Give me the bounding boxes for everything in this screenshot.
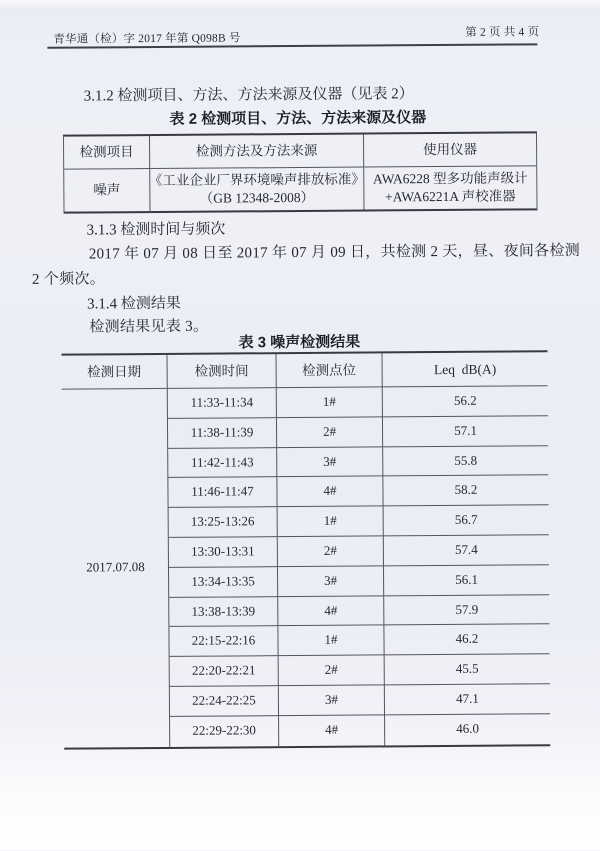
instrument-line1: AWA6228 型多功能声级计 [372,170,528,187]
doc-number: 青华通（检）字 2017 年第 Q098B 号 [53,32,241,46]
table3-point-cell: 2# [278,536,384,567]
table2-methods-instruments [63,131,538,213]
table3-time-cell: 22:15-22:16 [169,627,278,658]
table3-header-point: 检测点位 [277,353,383,388]
table3-leq-cell: 46.0 [456,720,480,737]
table3-leq-cell: 57.1 [383,416,548,447]
table3-leq-cell: 57.9 [384,595,549,626]
table3-leq-cell: 55.8 [383,446,548,477]
table3-time-cell: 22:29-22:30 [170,716,279,747]
paragraph-3-1-4: 检测结果见表 3。 [89,318,209,336]
table3-point-cell: 3# [277,447,383,478]
table3-caption: 表 3 噪声检测结果 [238,333,361,352]
table3-point-cell: 4# [277,477,383,508]
table3-leq-cell: 56.7 [384,505,549,536]
table3-time-cell: 11:42-11:43 [168,448,277,479]
table2-method-cell [150,168,364,211]
table3-point-cell: 1# [278,626,384,657]
table3-point-cell: 3# [278,566,384,597]
table3-point-cell: 1# [278,507,384,538]
table2-item-cell: 噪声 [64,169,150,212]
paragraph-3-1-3-line2: 2 个频次。 [31,271,106,288]
section-3-1-3-heading: 3.1.3 检测时间与频次 [86,221,226,239]
table3-time-cell: 22:24-22:25 [170,686,279,717]
table3-time-cell: 22:20-22:21 [170,656,279,687]
table2-header-method: 检测方法及方法来源 [150,135,364,169]
table3-time-cell: 13:30-13:31 [169,537,278,568]
method-line2: （GB 12348-2008） [199,189,315,206]
table3-point-cell: 2# [277,417,383,448]
section-3-1-2-heading: 3.1.2 检测项目、方法、方法来源及仪器（见表 2） [83,86,414,105]
table3-time-cell: 11:33-11:34 [168,388,277,419]
table3-date-cell: 2017.07.08 [62,389,170,747]
table2-header-instrument: 使用仪器 [364,133,536,167]
table3-leq-cell: 56.2 [383,386,548,417]
table2-instrument-cell [364,166,536,209]
table2-header-item: 检测项目 [64,136,150,170]
section-3-1-4-heading: 3.1.4 检测结果 [87,295,181,313]
table3-leq-cell: 47.1 [385,684,550,715]
table3-point-cell: 3# [279,685,385,716]
table2-caption: 表 2 检测项目、方法、方法来源及仪器 [169,109,427,128]
table3-noise-results [61,350,550,749]
method-line1: 《工业企业厂界环境噪声排放标准》 [148,171,365,189]
table3-point-cell: 2# [279,656,385,687]
table3-time-cell: 11:46-11:47 [168,478,277,509]
paragraph-3-1-3-line1: 2017 年 07 月 08 日至 2017 年 07 月 09 日，共检测 2 天，昼、夜间各检测 [88,243,581,263]
table3-time-cell: 13:25-13:26 [169,507,278,538]
table3-point-cell: 4# [279,715,385,746]
table3-time-cell: 13:34-13:35 [169,567,278,598]
table3-leq-cell: 56.1 [384,565,549,596]
instrument-line2: +AWA6221A 声校准器 [385,188,516,205]
table3-leq-cell: 57.4 [384,535,549,566]
table3-header-date: 检测日期 [62,355,168,390]
table3-point-cell: 4# [278,596,384,627]
table3-time-cell: 13:38-13:39 [169,597,278,628]
table3-header-time: 检测时间 [168,354,277,389]
table3-leq-cell: 45.5 [385,654,550,685]
table3-leq-cell: 58.2 [383,476,548,507]
page-number: 第 2 页 共 4 页 [465,26,540,39]
table3-header-leq: Leq dB(A) [383,352,548,387]
table3-leq-cell: 46.2 [384,625,549,656]
table3-point-cell: 1# [277,387,383,418]
table3-time-cell: 11:38-11:39 [168,418,277,449]
